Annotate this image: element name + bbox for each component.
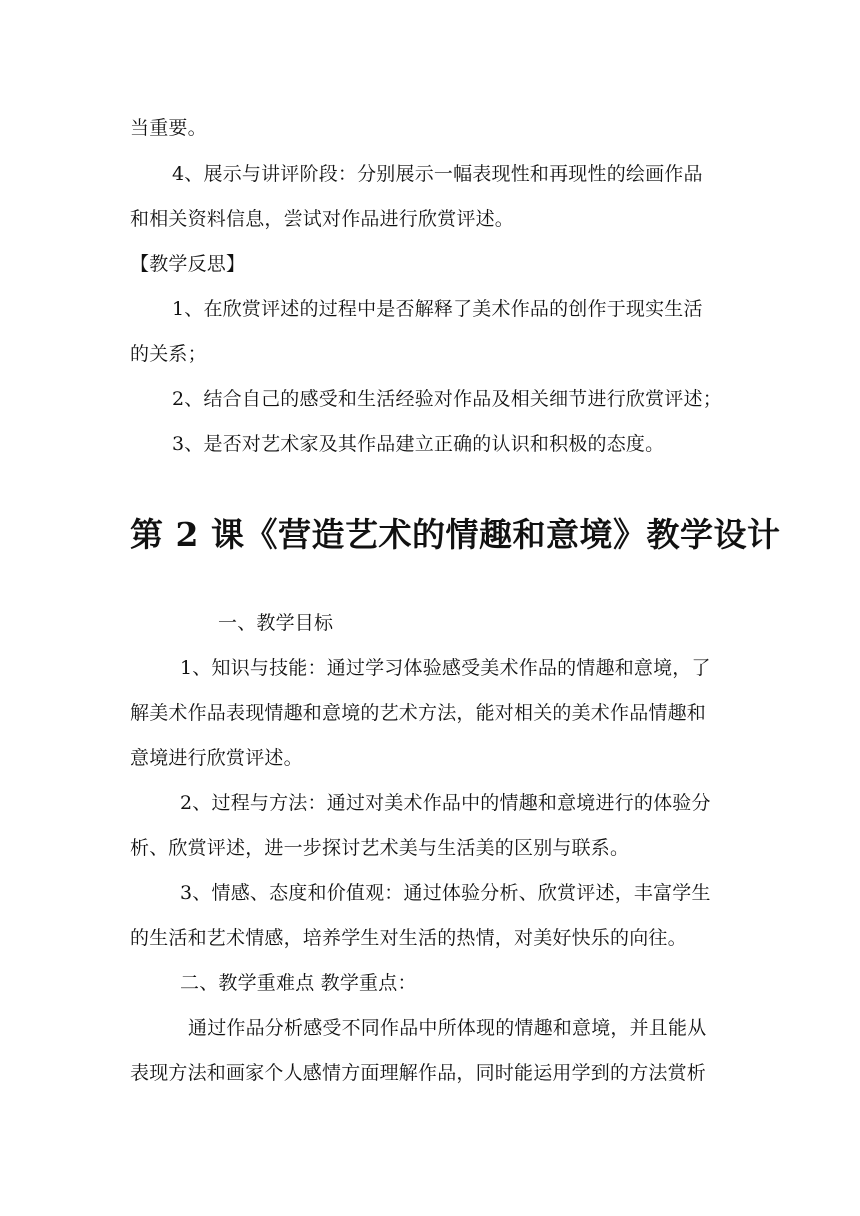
section-label: 【教学反思】 — [130, 253, 246, 275]
text-line: 1、在欣赏评述的过程中是否解释了美术作品的创作于现实生活 — [172, 298, 703, 320]
text-line: 的关系； — [130, 343, 207, 365]
section-title: 一、教学目标 — [218, 612, 334, 634]
text-line: 3、是否对艺术家及其作品建立正确的认识和积极的态度。 — [172, 433, 665, 455]
text-line: 4、展示与讲评阶段：分别展示一幅表现性和再现性的绘画作品 — [172, 163, 703, 185]
text-line: 2、过程与方法：通过对美术作品中的情趣和意境进行的体验分 — [180, 792, 711, 814]
text-line: 的生活和艺术情感，培养学生对生活的热情，对美好快乐的向往。 — [130, 927, 687, 949]
text-line: 1、知识与技能：通过学习体验感受美术作品的情趣和意境，了 — [180, 657, 711, 679]
text-line: 通过作品分析感受不同作品中所体现的情趣和意境，并且能从 — [188, 1017, 707, 1039]
text-line: 和相关资料信息，尝试对作品进行欣赏评述。 — [130, 208, 515, 230]
text-line: 解美术作品表现情趣和意境的艺术方法，能对相关的美术作品情趣和 — [130, 702, 707, 724]
section-title: 二、教学重难点 教学重点： — [180, 972, 417, 994]
text-line: 析、欣赏评述，进一步探讨艺术美与生活美的区别与联系。 — [130, 837, 630, 859]
text-line: 意境进行欣赏评述。 — [130, 747, 303, 769]
text-line: 当重要。 — [130, 117, 207, 139]
lesson-heading: 第 2 课《营造艺术的情趣和意境》教学设计 — [130, 515, 781, 554]
text-line: 2、结合自己的感受和生活经验对作品及相关细节进行欣赏评述； — [172, 388, 722, 410]
text-line: 3、情感、态度和价值观：通过体验分析、欣赏评述，丰富学生 — [180, 882, 711, 904]
text-line: 表现方法和画家个人感情方面理解作品，同时能运用学到的方法赏析 — [130, 1062, 707, 1084]
